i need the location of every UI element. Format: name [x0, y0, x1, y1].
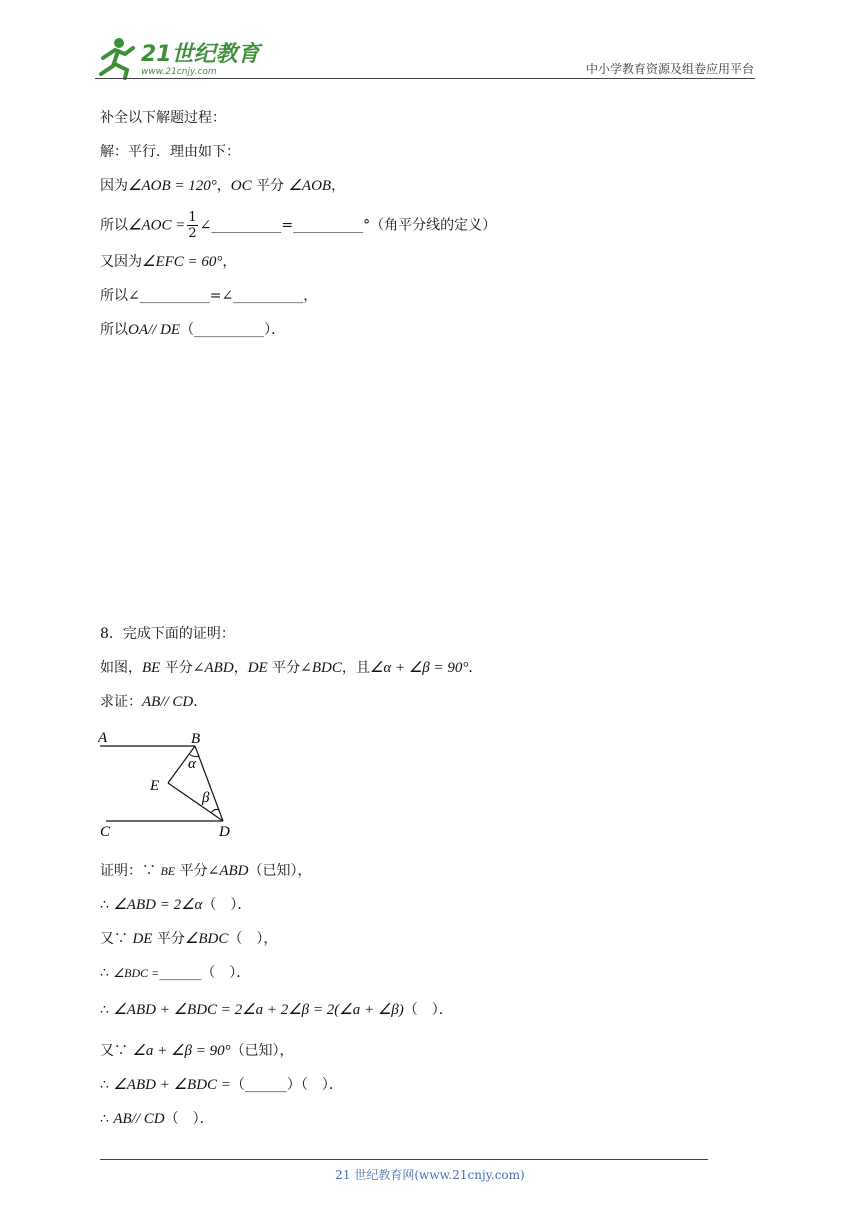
text: 所以 [100, 322, 128, 338]
angle-beta-arc [211, 809, 219, 813]
label-e: E [150, 778, 160, 794]
p7-line1: 解：平行．理由如下： [100, 144, 240, 160]
math: ∠α + ∠β = 90° [369, 660, 469, 676]
math: OA// DE [128, 322, 181, 338]
math: DE [132, 931, 153, 947]
text: ∴ [100, 897, 114, 913]
text: ． [193, 694, 208, 710]
text: （ ）． [202, 897, 252, 913]
p7-prompt: 补全以下解题过程： [100, 110, 226, 126]
header-divider [95, 78, 755, 79]
math: BE [142, 660, 161, 676]
proof-step-3 [100, 929, 277, 949]
p8-title: 8．完成下面的证明： [100, 626, 235, 642]
text: ∴ [100, 965, 114, 981]
math: ∠BDC = [113, 966, 160, 980]
text: 又因为 [100, 254, 142, 270]
text: ∴ [100, 1002, 114, 1018]
text: （ ）． [403, 1002, 453, 1018]
text: ∴ [100, 1111, 114, 1127]
text: （______）（ ）． [230, 1077, 343, 1093]
text: 又∵ [100, 1043, 133, 1059]
text: ， [222, 254, 237, 270]
site-logo [95, 34, 265, 80]
math: BDC [311, 660, 342, 676]
text: 平分 [152, 931, 185, 947]
label-alpha: α [188, 756, 196, 772]
text: ， [233, 660, 248, 676]
p8-prove [100, 692, 207, 712]
text: 如图， [100, 660, 142, 676]
text: ∠__________=__________°（角平分线的定义） [199, 217, 497, 234]
math: ∠ABD + ∠BDC = [113, 1077, 231, 1093]
text: （已知）， [230, 1043, 294, 1059]
math: ∠AOB = 120° [128, 178, 217, 194]
text: 又∵ [100, 931, 133, 947]
math: ABD [219, 863, 249, 879]
text: ， [331, 178, 346, 194]
math: AB// CD [142, 694, 194, 710]
segment-ed [168, 783, 223, 821]
text: ， [216, 178, 231, 194]
label-b: B [191, 731, 201, 747]
p7-line3 [100, 210, 496, 241]
proof-step-2 [100, 895, 251, 915]
text: ______（ ）． [159, 965, 251, 981]
text: 平分∠ [160, 660, 205, 676]
label-beta: β [202, 790, 210, 806]
p7-line6 [100, 320, 285, 340]
math: AB// CD [113, 1111, 165, 1127]
proof-step-1 [100, 861, 311, 881]
footer-divider [100, 1159, 708, 1160]
label-a: A [98, 730, 108, 746]
footer-text: 21 世纪教育网(www.21cnjy.com) [335, 1168, 525, 1182]
text: 求证： [100, 694, 142, 710]
text: 平分∠ [267, 660, 312, 676]
p7-line2 [100, 176, 345, 196]
text: 平分 [251, 178, 289, 194]
proof-step-6 [100, 1041, 294, 1061]
logo-url-text: www.21cnjy.com [141, 67, 217, 77]
runner-icon [101, 38, 133, 78]
proof-step-4 [100, 963, 250, 983]
text: 所以 [100, 217, 128, 234]
math: ∠a + ∠β = 90° [132, 1043, 231, 1059]
text: （已知）， [248, 863, 312, 879]
numerator: 1 [188, 210, 197, 225]
math: ∠EFC = 60° [142, 254, 223, 270]
proof-step-5 [100, 1000, 453, 1020]
text: （ ）， [228, 931, 278, 947]
p7-line5: 所以∠__________=∠__________， [100, 288, 318, 304]
text: ． [468, 660, 483, 676]
proof-step-8 [100, 1109, 214, 1129]
math: DE [247, 660, 268, 676]
math: ∠AOB [288, 178, 332, 194]
math: ∠ABD + ∠BDC = 2∠a + 2∠β = 2(∠a + ∠β) [113, 1002, 404, 1018]
denominator: 2 [188, 226, 197, 241]
text: 平分∠ [175, 863, 220, 879]
text: 因为 [100, 178, 128, 194]
platform-name: 中小学教育资源及组卷应用平台 [585, 62, 754, 76]
text: （__________）． [180, 322, 286, 338]
math: ∠BDC [184, 931, 229, 947]
text: ，且 [341, 660, 370, 676]
label-d: D [219, 824, 230, 840]
text: 证明：∵ [100, 863, 161, 879]
label-c: C [100, 824, 111, 840]
p7-line4 [100, 252, 236, 272]
text: （ ）． [164, 1111, 214, 1127]
p8-given [100, 658, 482, 678]
geometry-figure [98, 728, 243, 840]
logo-main-text: 21世纪教育 [141, 42, 260, 67]
text: ∴ [100, 1077, 114, 1093]
proof-step-7 [100, 1075, 343, 1095]
math: BE [160, 864, 176, 878]
math: ∠AOC = [128, 217, 186, 234]
math: ABD [204, 660, 234, 676]
fraction-half [187, 210, 197, 241]
math: ∠ABD = 2∠α [113, 897, 203, 913]
math: OC [230, 178, 252, 194]
